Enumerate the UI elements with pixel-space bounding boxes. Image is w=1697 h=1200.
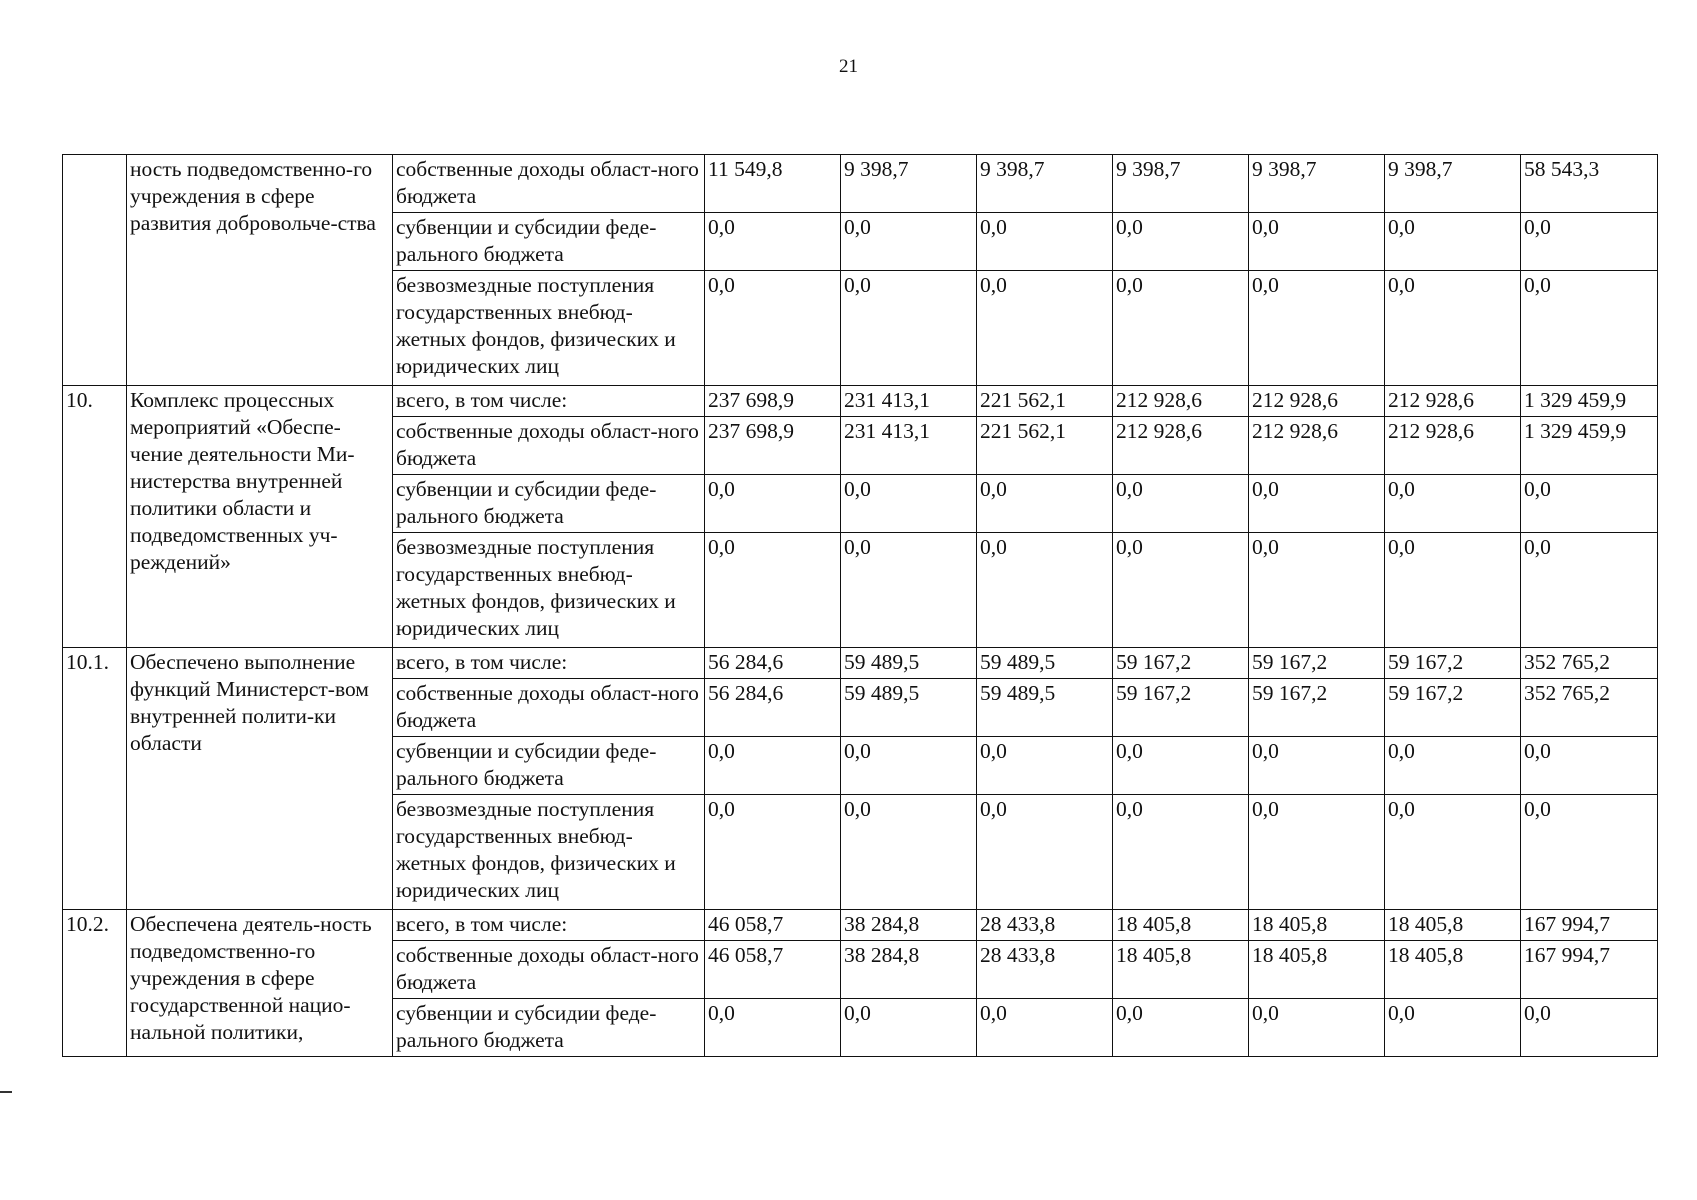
year-value-cell: 59 167,2 [1113,679,1249,737]
funding-source: всего, в том числе: [393,648,705,679]
year-value-cell: 0,0 [1385,795,1521,910]
total-value-cell: 1 329 459,9 [1521,417,1658,475]
year-value-cell: 212 928,6 [1113,386,1249,417]
year-value-cell: 56 284,6 [705,679,841,737]
year-value-cell: 46 058,7 [705,941,841,999]
year-value-cell: 0,0 [1113,213,1249,271]
funding-source: субвенции и субсидии феде-рального бюджета [393,737,705,795]
total-value-cell: 0,0 [1521,475,1658,533]
year-value-cell: 0,0 [1385,533,1521,648]
year-value-cell: 59 167,2 [1385,648,1521,679]
year-value-cell: 0,0 [1113,533,1249,648]
funding-source: субвенции и субсидии феде-рального бюджета [393,213,705,271]
year-value-cell: 56 284,6 [705,648,841,679]
year-value-cell: 0,0 [977,475,1113,533]
year-value-cell: 28 433,8 [977,910,1113,941]
funding-source: субвенции и субсидии феде-рального бюджета [393,475,705,533]
year-value-cell: 0,0 [1249,737,1385,795]
total-value-cell: 167 994,7 [1521,941,1658,999]
year-value-cell: 212 928,6 [1385,386,1521,417]
year-value-cell: 59 167,2 [1385,679,1521,737]
year-value-cell: 237 698,9 [705,417,841,475]
total-value-cell: 0,0 [1521,213,1658,271]
year-value-cell: 0,0 [841,999,977,1057]
table-row [63,155,1658,213]
year-value-cell: 0,0 [705,533,841,648]
year-value-cell: 9 398,7 [1385,155,1521,213]
year-value-cell: 231 413,1 [841,417,977,475]
year-value-cell: 0,0 [705,795,841,910]
year-value-cell: 28 433,8 [977,941,1113,999]
row-number: 10.2. [63,910,127,1057]
year-value-cell: 0,0 [841,271,977,386]
year-value-cell: 18 405,8 [1249,941,1385,999]
year-value-cell: 231 413,1 [841,386,977,417]
funding-source: безвозмездные поступления государственных внебюд-жетных фондов, физических и юридических лиц [393,533,705,648]
year-value-cell: 59 489,5 [977,679,1113,737]
funding-source: безвозмездные поступления государственных внебюд-жетных фондов, физических и юридических лиц [393,271,705,386]
year-value-cell: 0,0 [1385,737,1521,795]
year-value-cell: 0,0 [1249,475,1385,533]
year-value-cell: 0,0 [1249,271,1385,386]
row-number [63,155,127,386]
year-value-cell: 0,0 [1249,999,1385,1057]
year-value-cell: 9 398,7 [1249,155,1385,213]
year-value-cell: 59 167,2 [1249,648,1385,679]
year-value-cell: 18 405,8 [1385,910,1521,941]
funding-source: собственные доходы област-ного бюджета [393,417,705,475]
row-number: 10. [63,386,127,648]
year-value-cell: 0,0 [1113,737,1249,795]
year-value-cell: 0,0 [977,795,1113,910]
year-value-cell: 237 698,9 [705,386,841,417]
year-value-cell: 18 405,8 [1113,941,1249,999]
activity-name: Обеспечено выполнение функций Министерст-вом внутренней полити-ки области [127,648,393,910]
funding-source: всего, в том числе: [393,910,705,941]
year-value-cell: 0,0 [1385,999,1521,1057]
funding-source: собственные доходы област-ного бюджета [393,941,705,999]
year-value-cell: 38 284,8 [841,910,977,941]
total-value-cell: 0,0 [1521,795,1658,910]
year-value-cell: 0,0 [841,213,977,271]
activity-name: ность подведомственно-го учреждения в сфере развития добровольче-ства [127,155,393,386]
total-value-cell: 0,0 [1521,737,1658,795]
row-number: 10.1. [63,648,127,910]
year-value-cell: 0,0 [1385,475,1521,533]
year-value-cell: 0,0 [1249,213,1385,271]
year-value-cell: 18 405,8 [1385,941,1521,999]
year-value-cell: 38 284,8 [841,941,977,999]
year-value-cell: 0,0 [841,795,977,910]
year-value-cell: 0,0 [841,475,977,533]
year-value-cell: 59 489,5 [841,648,977,679]
year-value-cell: 59 489,5 [977,648,1113,679]
table-row [63,648,1658,679]
year-value-cell: 0,0 [705,999,841,1057]
year-value-cell: 0,0 [705,475,841,533]
year-value-cell: 0,0 [1249,533,1385,648]
year-value-cell: 59 167,2 [1113,648,1249,679]
year-value-cell: 0,0 [1113,999,1249,1057]
activity-name: Обеспечена деятель-ность подведомственно-го учреждения в сфере государственной нацио-нальной политики, [127,910,393,1057]
year-value-cell: 0,0 [1385,271,1521,386]
year-value-cell: 221 562,1 [977,386,1113,417]
page-number: 21 [839,56,858,77]
year-value-cell: 9 398,7 [1113,155,1249,213]
year-value-cell: 212 928,6 [1113,417,1249,475]
year-value-cell: 0,0 [841,533,977,648]
year-value-cell: 18 405,8 [1249,910,1385,941]
year-value-cell: 11 549,8 [705,155,841,213]
year-value-cell: 0,0 [977,737,1113,795]
year-value-cell: 0,0 [1249,795,1385,910]
funding-source: собственные доходы област-ного бюджета [393,679,705,737]
margin-mark [0,1091,12,1093]
year-value-cell: 0,0 [705,737,841,795]
year-value-cell: 18 405,8 [1113,910,1249,941]
year-value-cell: 0,0 [977,999,1113,1057]
year-value-cell: 0,0 [705,213,841,271]
funding-source: субвенции и субсидии феде-рального бюджета [393,999,705,1057]
year-value-cell: 0,0 [1113,271,1249,386]
year-value-cell: 212 928,6 [1385,417,1521,475]
total-value-cell: 1 329 459,9 [1521,386,1658,417]
total-value-cell: 352 765,2 [1521,648,1658,679]
year-value-cell: 0,0 [1385,213,1521,271]
total-value-cell: 0,0 [1521,533,1658,648]
total-value-cell: 58 543,3 [1521,155,1658,213]
funding-source: безвозмездные поступления государственных внебюд-жетных фондов, физических и юридических лиц [393,795,705,910]
year-value-cell: 212 928,6 [1249,386,1385,417]
year-value-cell: 0,0 [841,737,977,795]
budget-table [62,154,1658,1057]
year-value-cell: 0,0 [1113,795,1249,910]
year-value-cell: 0,0 [977,533,1113,648]
year-value-cell: 46 058,7 [705,910,841,941]
year-value-cell: 0,0 [977,271,1113,386]
year-value-cell: 0,0 [977,213,1113,271]
funding-source: собственные доходы област-ного бюджета [393,155,705,213]
total-value-cell: 352 765,2 [1521,679,1658,737]
year-value-cell: 212 928,6 [1249,417,1385,475]
activity-name: Комплекс процессных мероприятий «Обеспе-чение деятельности Ми-нистерства внутренней политики области и подведомственных уч-реждений» [127,386,393,648]
table-body [63,155,1658,1057]
year-value-cell: 59 489,5 [841,679,977,737]
table-row [63,386,1658,417]
total-value-cell: 167 994,7 [1521,910,1658,941]
table-row [63,910,1658,941]
year-value-cell: 9 398,7 [977,155,1113,213]
total-value-cell: 0,0 [1521,271,1658,386]
year-value-cell: 9 398,7 [841,155,977,213]
year-value-cell: 0,0 [705,271,841,386]
year-value-cell: 0,0 [1113,475,1249,533]
year-value-cell: 221 562,1 [977,417,1113,475]
total-value-cell: 0,0 [1521,999,1658,1057]
funding-source: всего, в том числе: [393,386,705,417]
year-value-cell: 59 167,2 [1249,679,1385,737]
